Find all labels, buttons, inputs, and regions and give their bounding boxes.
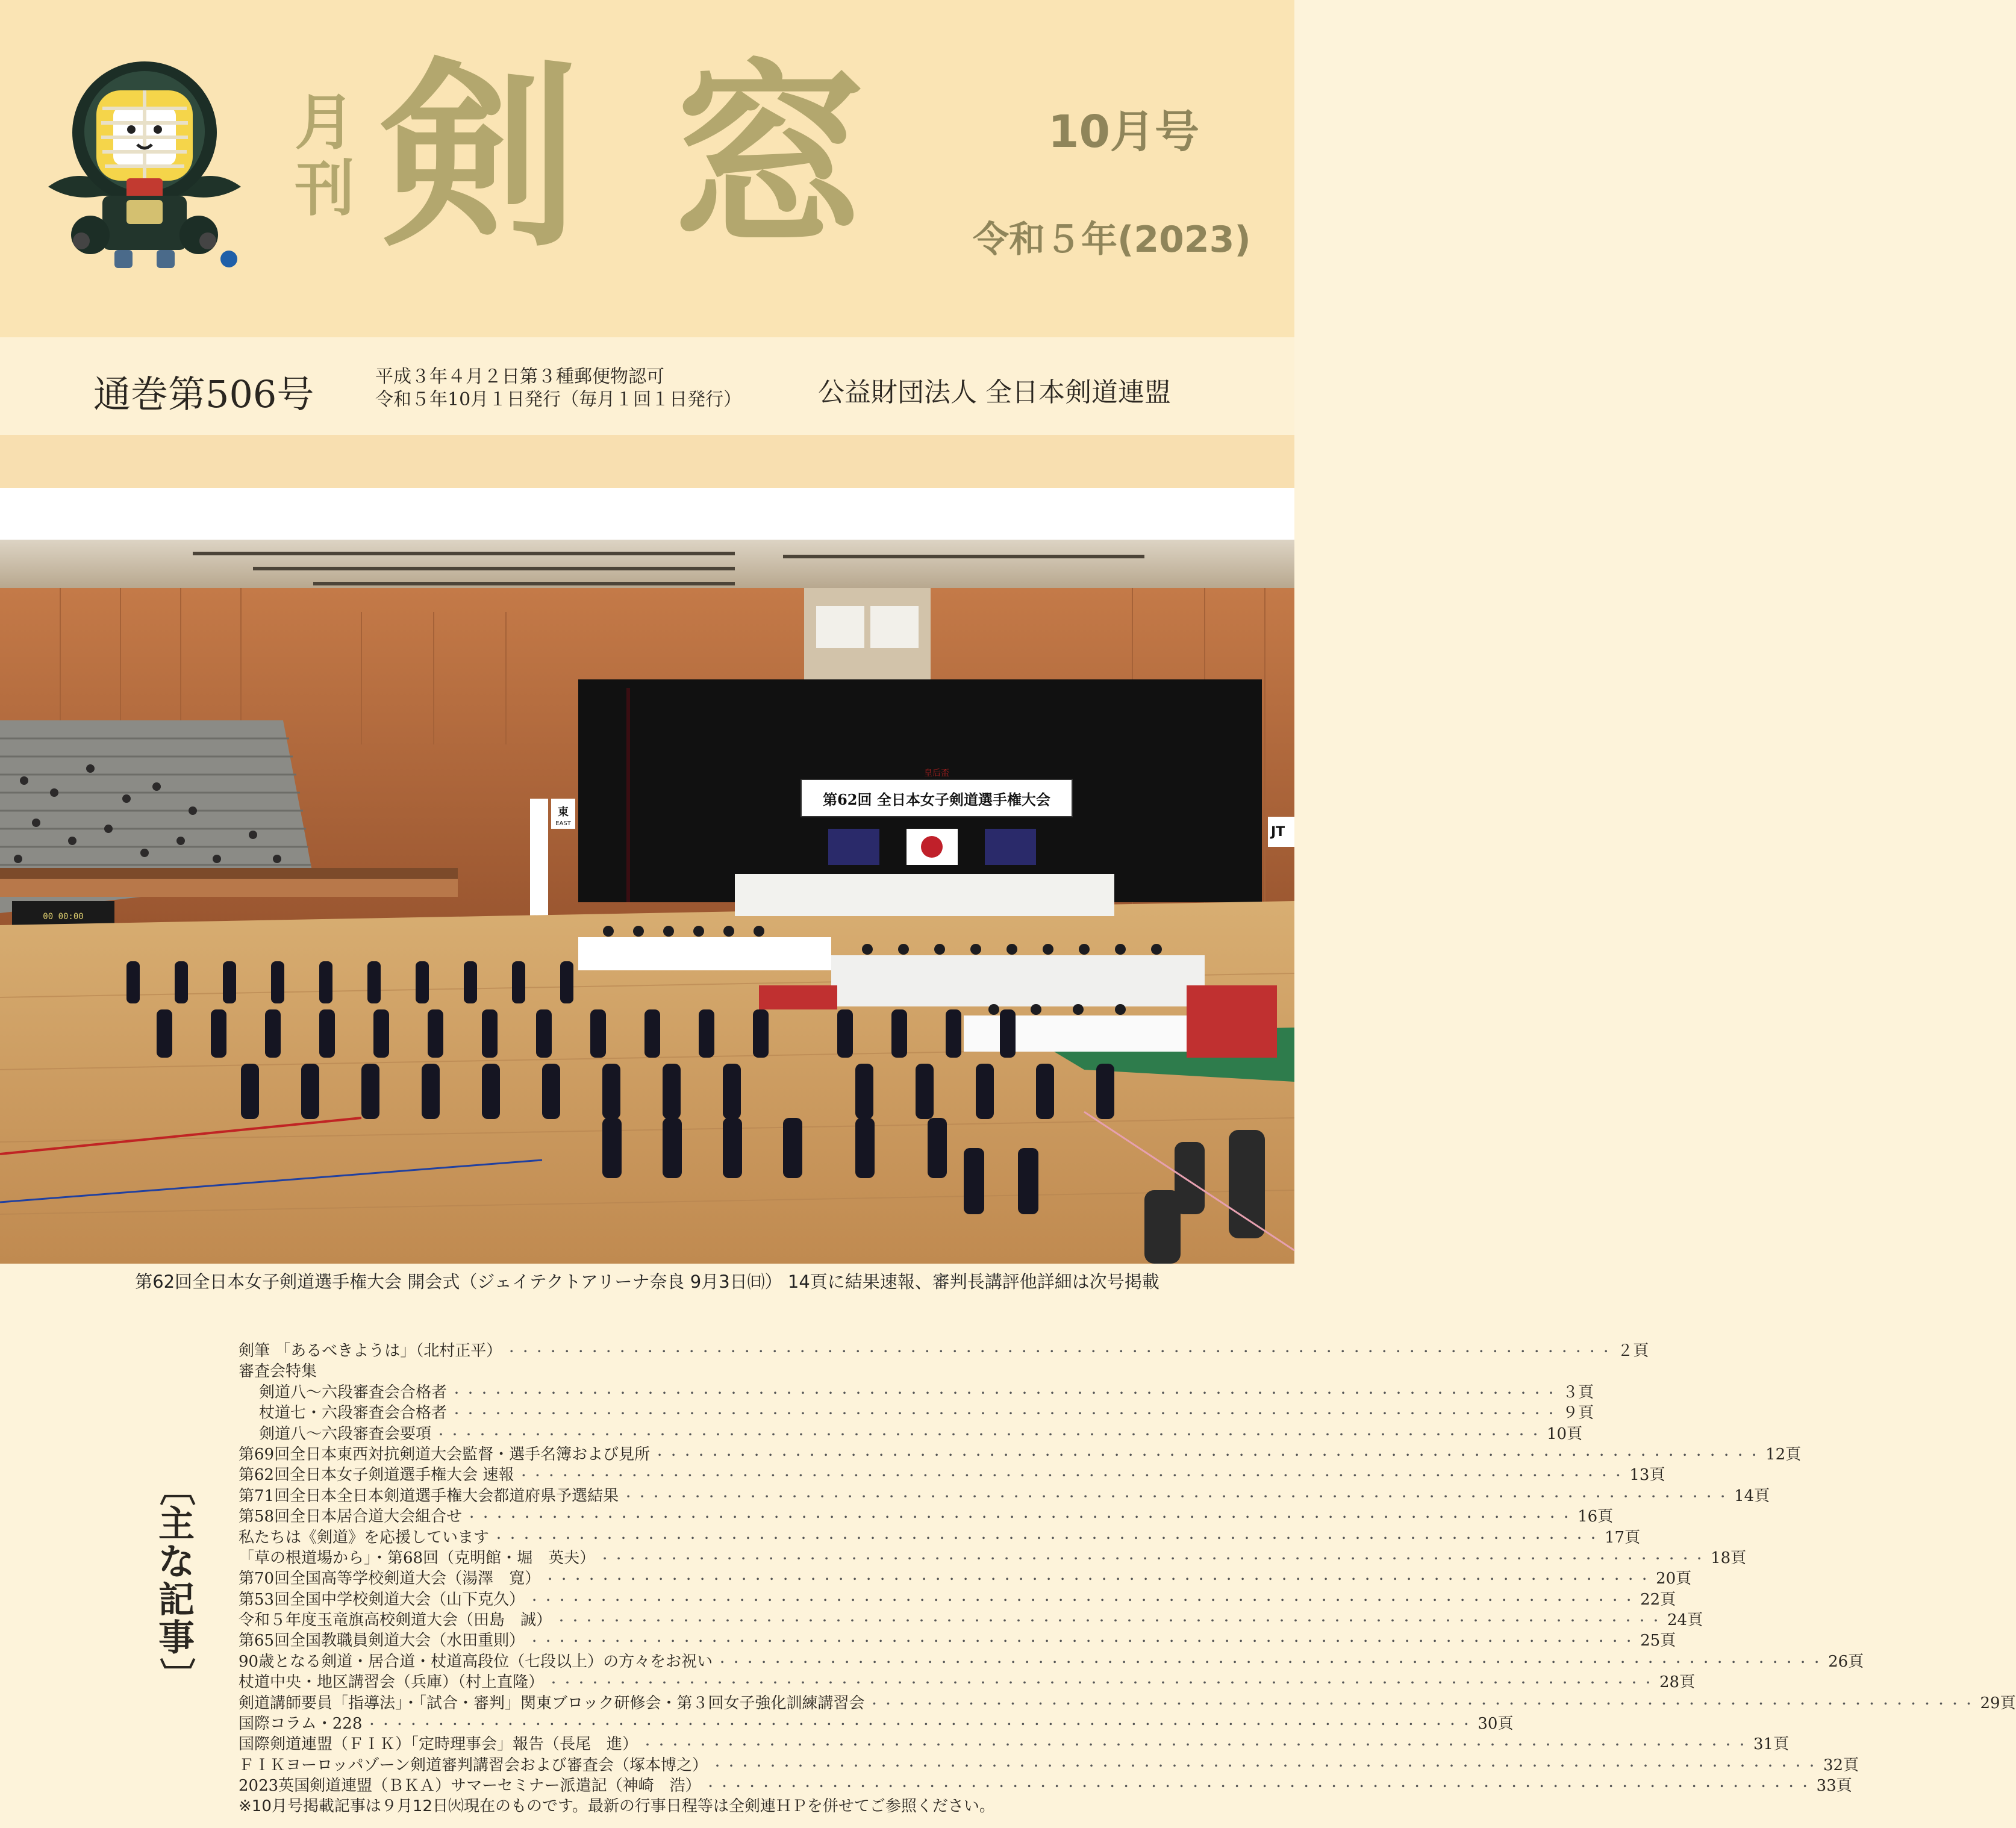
toc-item-page: 18頁 xyxy=(1711,1549,1747,1567)
cover-photo xyxy=(0,540,1294,1264)
toc-item[interactable] xyxy=(239,1587,1676,1609)
toc-item-page: 32頁 xyxy=(1823,1756,1859,1774)
toc-item[interactable] xyxy=(239,1628,1676,1650)
toc-leader-dots: ・・・・・・・・・・・・・・・・・・・・・・・・・・・・・・・・・・・・・・・・・・・・・・・・・・・・・・・・・・・・・・・・・・・・・・・・・・・・・・・・ xyxy=(555,1614,1664,1629)
postal-line-2: 令和５年10月１日発行（毎月１回１日発行） xyxy=(375,389,742,410)
toc-item-title: 剣道八～六段審査会合格者 xyxy=(259,1383,448,1402)
toc-item-title: 第65回全国教職員剣道大会（水田重則） xyxy=(239,1632,525,1650)
toc-leader-dots: ・・・・・・・・・・・・・・・・・・・・・・・・・・・・・・・・・・・・・・・・・・・・・・・・・・・・・・・・・・・・・・・・・・・・・・・・・・・・・・・・ xyxy=(868,1696,1977,1711)
toc-leader-dots: ・・・・・・・・・・・・・・・・・・・・・・・・・・・・・・・・・・・・・・・・・・・・・・・・・・・・・・・・・・・・・・・・・・・・・・・・・・・・・・・・ xyxy=(704,1779,1813,1794)
title-gekkan: 月刊 xyxy=(284,90,355,223)
toc-item-page: 28頁 xyxy=(1659,1673,1696,1692)
toc-leader-dots: ・・・・・・・・・・・・・・・・・・・・・・・・・・・・・・・・・・・・・・・・・・・・・・・・・・・・・・・・・・・・・・・・・・・・・・・・・・・・・・・・ xyxy=(544,1572,1653,1587)
toc-item-title: ＦＩＫヨーロッパゾーン剣道審判講習会および審査会（塚本博之） xyxy=(239,1756,708,1774)
toc-item-title: 第70回全国高等学校剣道大会（湯澤 寛） xyxy=(239,1570,541,1588)
toc-item-title: 90歳となる剣道・居合道・杖道高段位（七段以上）の方々をお祝い xyxy=(239,1652,713,1671)
table-of-contents xyxy=(239,1338,2016,1795)
volume-number: 通巻第506号 xyxy=(93,372,314,416)
toc-item-page: 31頁 xyxy=(1753,1735,1790,1754)
banner-prefix: 皇后盃 xyxy=(924,769,949,778)
toc-item-page: 10頁 xyxy=(1547,1424,1583,1443)
toc-item[interactable] xyxy=(239,1400,1594,1423)
toc-item-title: 杖道七・六段審査会合格者 xyxy=(259,1404,448,1423)
toc-item[interactable] xyxy=(239,1670,1696,1692)
arena-photo-illustration xyxy=(0,540,1294,1264)
toc-item[interactable] xyxy=(239,1483,1770,1505)
toc-item-title: 第58回全日本居合道大会組合せ xyxy=(239,1508,463,1526)
toc-item-title: 杖道中央・地区講習会（兵庫）（村上直隆） xyxy=(239,1673,545,1692)
toc-item[interactable] xyxy=(239,1732,1790,1754)
toc-item-page: 33頁 xyxy=(1816,1777,1852,1795)
postal-line-1: 平成３年４月２日第３種郵便物認可 xyxy=(375,366,664,387)
toc-item[interactable] xyxy=(239,1649,1864,1671)
toc-leader-dots: ・・・・・・・・・・・・・・・・・・・・・・・・・・・・・・・・・・・・・・・・・・・・・・・・・・・・・・・・・・・・・・・・・・・・・・・・・・・・・・・・ xyxy=(493,1530,1602,1546)
toc-item-title: 第69回全日本東西対抗剣道大会監督・選手名簿および見所 xyxy=(239,1445,651,1464)
toc-item-page: 13頁 xyxy=(1629,1466,1665,1485)
toc-item-title: 第53回全国中学校剣道大会（山下克久） xyxy=(239,1590,525,1609)
issue-year: 令和５年(2023) xyxy=(973,219,1251,261)
toc-leader-dots: ・・・・・・・・・・・・・・・・・・・・・・・・・・・・・・・・・・・・・・・・・・・・・・・・・・・・・・・・・・・・・・・・・・・・・・・・・・・・・・・・ xyxy=(548,1676,1656,1691)
title-kanji-mado: 窓 xyxy=(669,40,867,273)
sign-east-en: EAST xyxy=(555,820,571,827)
toc-item-title: 剣道八～六段審査会要項 xyxy=(259,1424,432,1443)
scoreboard-text: 00 00:00 xyxy=(43,912,84,922)
toc-leader-dots: ・・・・・・・・・・・・・・・・・・・・・・・・・・・・・・・・・・・・・・・・・・・・・・・・・・・・・・・・・・・・・・・・・・・・・・・・・・・・・・・・ xyxy=(622,1489,1731,1504)
toc-label-bracket-close: 〕 xyxy=(155,1658,197,1694)
toc-item-page: 30頁 xyxy=(1478,1715,1514,1733)
sign-east: 東 xyxy=(558,806,569,819)
toc-label-char: 主 xyxy=(158,1503,195,1546)
toc-item[interactable] xyxy=(239,1566,1692,1588)
masthead-bottom-band xyxy=(0,435,1294,488)
toc-item[interactable] xyxy=(239,1421,1583,1443)
toc-item[interactable] xyxy=(239,1338,1649,1360)
white-band xyxy=(0,488,1294,540)
toc-item-page: 20頁 xyxy=(1656,1570,1692,1588)
toc-leader-dots: ・・・・・・・・・・・・・・・・・・・・・・・・・・・・・・・・・・・・・・・・・・・・・・・・・・・・・・・・・・・・・・・・・・・・・・・・・・・・・・・・ xyxy=(654,1447,1762,1462)
toc-label-char: 事 xyxy=(158,1617,195,1659)
toc-leader-dots: ・・・・・・・・・・・・・・・・・・・・・・・・・・・・・・・・・・・・・・・・・・・・・・・・・・・・・・・・・・・・・・・・・・・・・・・・・・・・・・・・ xyxy=(599,1551,1708,1566)
toc-item[interactable] xyxy=(239,1442,1802,1464)
toc-leader-dots: ・・・・・・・・・・・・・・・・・・・・・・・・・・・・・・・・・・・・・・・・・・・・・・・・・・・・・・・・・・・・・・・・・・・・・・・・・・・・・・・・ xyxy=(435,1427,1544,1442)
toc-note: ※10月号掲載記事は９月12日㈫現在のものです。最新の行事日程等は全剣連ＨＰを併せてご参照ください。 xyxy=(239,1797,995,1815)
toc-leader-dots: ・・・・・・・・・・・・・・・・・・・・・・・・・・・・・・・・・・・・・・・・・・・・・・・・・・・・・・・・・・・・・・・・・・・・・・・・・・・・・・・・ xyxy=(641,1738,1750,1753)
toc-leader-dots: ・・・・・・・・・・・・・・・・・・・・・・・・・・・・・・・・・・・・・・・・・・・・・・・・・・・・・・・・・・・・・・・・・・・・・・・・・・・・・・・・ xyxy=(466,1510,1574,1525)
toc-item-title: 私たちは《剣道》を応援しています xyxy=(239,1528,490,1547)
toc-label-char: 記 xyxy=(158,1579,195,1621)
toc-item[interactable] xyxy=(239,1546,1747,1567)
toc-item-page: 22頁 xyxy=(1640,1590,1676,1609)
sign-jt: JT xyxy=(1271,825,1285,840)
toc-item-title: 「草の根道場から」・第68回（克明館・堀 英夫） xyxy=(239,1549,596,1567)
title-kanji-ken: 剣 xyxy=(379,40,578,273)
toc-label xyxy=(155,1470,198,1694)
toc-item-title: 令和５年度玉竜旗高校剣道大会（田島 誠） xyxy=(239,1611,552,1630)
toc-item[interactable] xyxy=(239,1525,1641,1547)
toc-leader-dots: ・・・・・・・・・・・・・・・・・・・・・・・・・・・・・・・・・・・・・・・・・・・・・・・・・・・・・・・・・・・・・・・・・・・・・・・・・・・・・・・・ xyxy=(711,1758,1820,1773)
toc-item-title: 剣道講師要員「指導法」・「試合・審判」関東ブロック研修会・第３回女子強化訓練講習会 xyxy=(239,1694,865,1712)
toc-item-page: 17頁 xyxy=(1605,1528,1641,1547)
toc-item[interactable] xyxy=(239,1380,1594,1402)
toc-leader-dots: ・・・・・・・・・・・・・・・・・・・・・・・・・・・・・・・・・・・・・・・・・・・・・・・・・・・・・・・・・・・・・・・・・・・・・・・・・・・・・・・・ xyxy=(451,1406,1559,1421)
toc-item[interactable] xyxy=(239,1504,1614,1526)
toc-leader-dots: ・・・・・・・・・・・・・・・・・・・・・・・・・・・・・・・・・・・・・・・・・・・・・・・・・・・・・・・・・・・・・・・・・・・・・・・・・・・・・・・・ xyxy=(366,1717,1475,1732)
toc-item-page: 25頁 xyxy=(1640,1632,1676,1650)
toc-item[interactable] xyxy=(239,1462,1665,1485)
toc-leader-dots: ・・・・・・・・・・・・・・・・・・・・・・・・・・・・・・・・・・・・・・・・・・・・・・・・・・・・・・・・・・・・・・・・・・・・・・・・・・・・・・・・ xyxy=(451,1385,1559,1400)
toc-leader-dots: ・・・・・・・・・・・・・・・・・・・・・・・・・・・・・・・・・・・・・・・・・・・・・・・・・・・・・・・・・・・・・・・・・・・・・・・・・・・・・・・・ xyxy=(716,1655,1825,1670)
toc-item-page: 29頁 xyxy=(1980,1694,2016,1712)
toc-item-title: 第71回全日本全日本剣道選手権大会都道府県予選結果 xyxy=(239,1486,619,1505)
photo-caption: 第62回全日本女子剣道選手権大会 開会式（ジェイテクトアリーナ奈良 9月3日㈰） 14頁に結果速報、審判長講評他詳細は次号掲載 xyxy=(135,1271,1159,1292)
toc-item-page: 12頁 xyxy=(1765,1445,1802,1464)
toc-leader-dots: ・・・・・・・・・・・・・・・・・・・・・・・・・・・・・・・・・・・・・・・・・・・・・・・・・・・・・・・・・・・・・・・・・・・・・・・・・・・・・・・・ xyxy=(517,1468,1626,1483)
toc-label-bracket-open: 〔 xyxy=(155,1470,197,1506)
toc-item-title: 剣筆 「あるべきようは」（北村正平） xyxy=(239,1342,502,1360)
toc-item-title: 国際剣道連盟（ＦＩＫ）「定時理事会」報告（長尾 進） xyxy=(239,1735,638,1754)
banner-title: 第62回 全日本女子剣道選手権大会 xyxy=(823,791,1050,808)
toc-item-page: ９頁 xyxy=(1562,1404,1594,1423)
toc-item-page: ２頁 xyxy=(1617,1342,1649,1360)
toc-item-title: 2023英国剣道連盟（ＢＫＡ）サマーセミナー派遣記（神崎 浩） xyxy=(239,1777,701,1795)
toc-item[interactable] xyxy=(239,1711,1514,1733)
toc-item[interactable] xyxy=(239,1691,2016,1712)
toc-item-page: 14頁 xyxy=(1734,1486,1770,1505)
toc-item-page: 26頁 xyxy=(1828,1652,1864,1671)
toc-item[interactable] xyxy=(239,1359,1145,1379)
toc-item-title: 第62回全日本女子剣道選手権大会 速報 xyxy=(239,1466,514,1485)
kendo-mascot-icon xyxy=(36,60,253,277)
toc-item-title: 国際コラム・228 xyxy=(239,1715,363,1733)
toc-label-char: な xyxy=(158,1541,195,1583)
toc-item[interactable] xyxy=(239,1773,1852,1795)
publisher-name: 公益財団法人 全日本剣道連盟 xyxy=(818,377,1171,408)
toc-item-page: 24頁 xyxy=(1667,1611,1703,1630)
toc-item[interactable] xyxy=(239,1608,1703,1630)
toc-leader-dots: ・・・・・・・・・・・・・・・・・・・・・・・・・・・・・・・・・・・・・・・・・・・・・・・・・・・・・・・・・・・・・・・・・・・・・・・・・・・・・・・・ xyxy=(528,1592,1637,1608)
toc-item-page: ３頁 xyxy=(1562,1383,1594,1402)
issue-month: 10月号 xyxy=(1048,106,1199,158)
toc-item-title: 審査会特集 xyxy=(239,1362,317,1381)
toc-item-page: 16頁 xyxy=(1578,1508,1614,1526)
toc-item[interactable] xyxy=(239,1753,1859,1774)
toc-leader-dots: ・・・・・・・・・・・・・・・・・・・・・・・・・・・・・・・・・・・・・・・・・・・・・・・・・・・・・・・・・・・・・・・・・・・・・・・・・・・・・・・・ xyxy=(528,1634,1637,1649)
toc-leader-dots: ・・・・・・・・・・・・・・・・・・・・・・・・・・・・・・・・・・・・・・・・・・・・・・・・・・・・・・・・・・・・・・・・・・・・・・・・・・・・・・・・ xyxy=(505,1344,1614,1359)
postal-info xyxy=(375,366,741,411)
